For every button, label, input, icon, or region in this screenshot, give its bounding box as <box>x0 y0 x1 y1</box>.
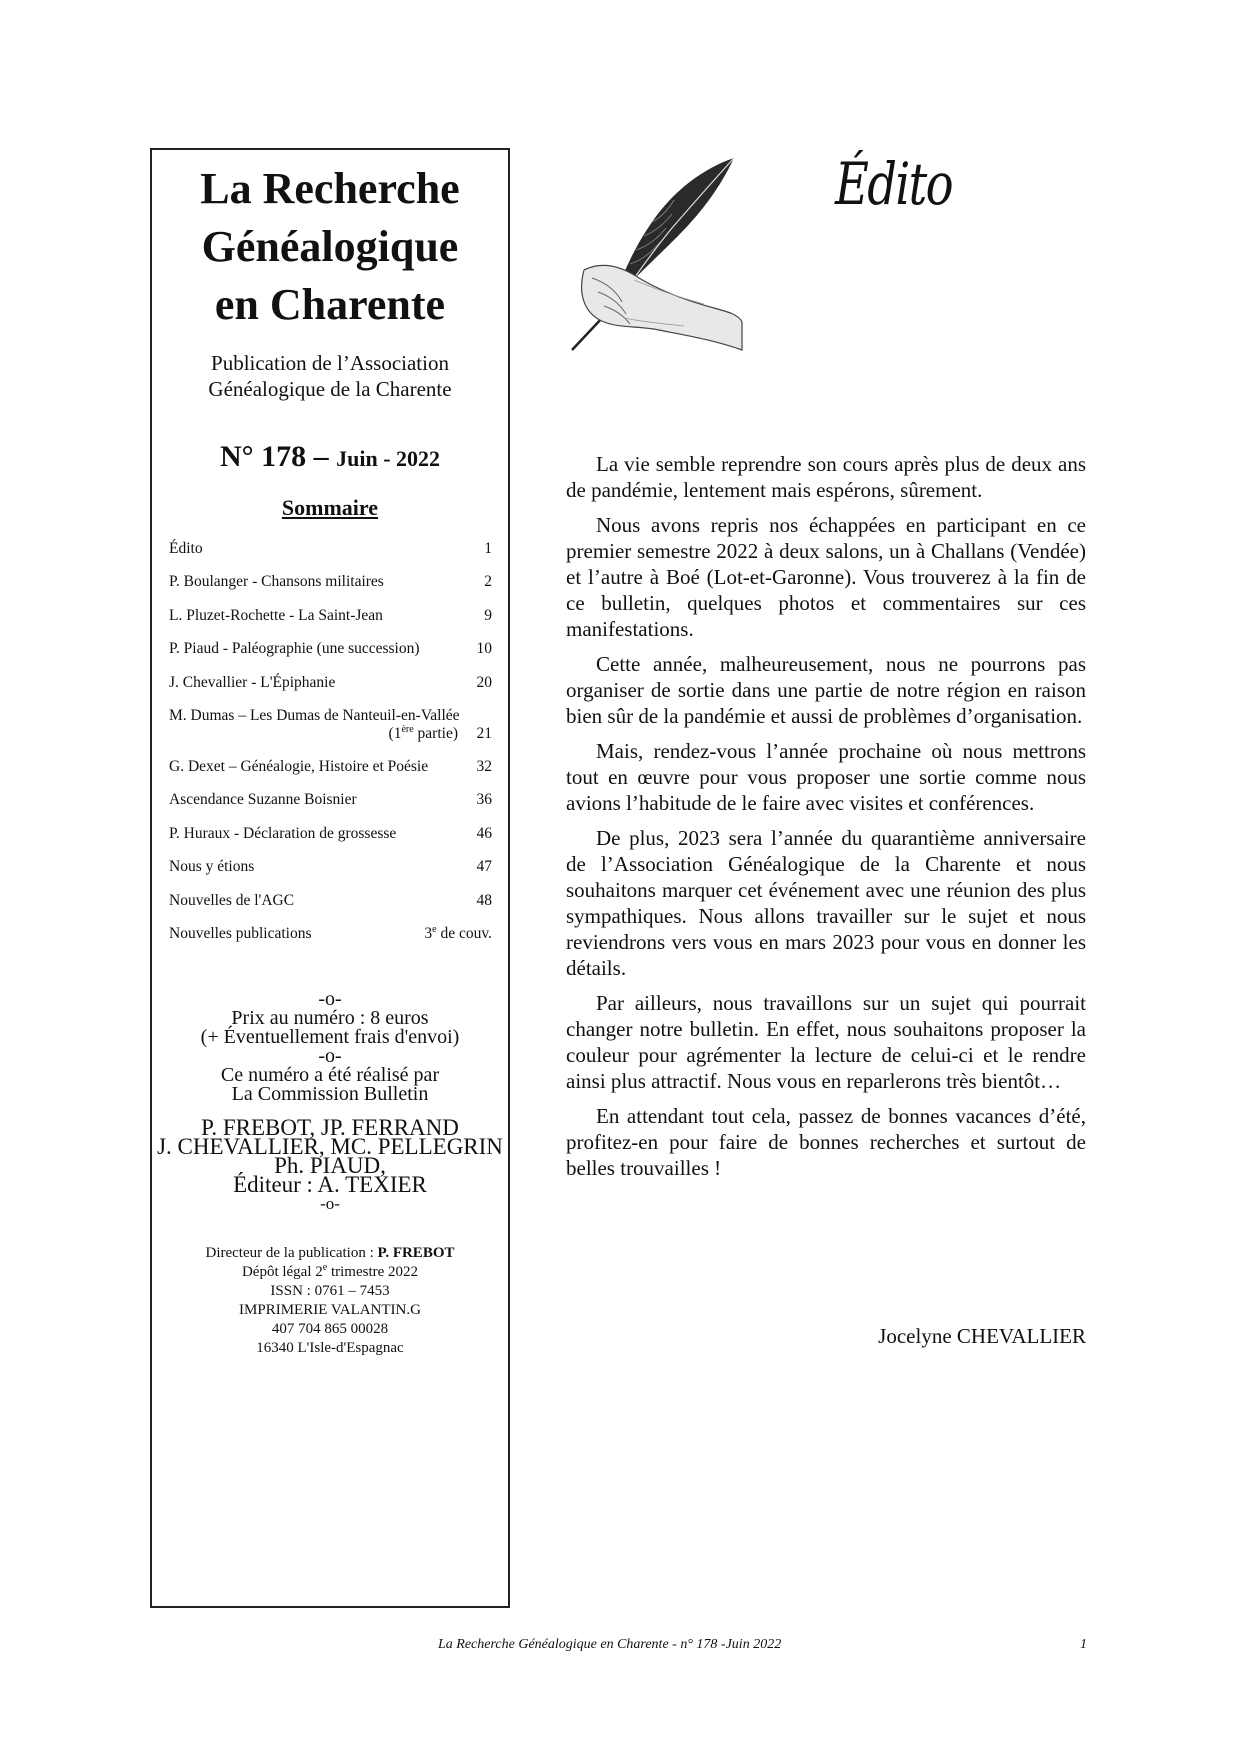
depot-sup: e <box>322 1262 328 1273</box>
journal-title-line: Généalogique <box>201 222 459 271</box>
sommaire-heading: Sommaire <box>281 495 379 520</box>
journal-title <box>152 160 508 334</box>
table-of-contents <box>169 540 492 958</box>
toc-page-suffix: de couv. <box>436 924 492 942</box>
edito-body <box>566 451 1086 1190</box>
director-name: P. FREBOT <box>377 1245 455 1261</box>
toc-item[interactable] <box>169 758 492 791</box>
price-line: -o- <box>318 1045 342 1067</box>
toc-item-page: 9 <box>484 606 492 624</box>
toc-sub-sup: ère <box>401 723 414 735</box>
issue-date: Juin - 2022 <box>336 446 441 471</box>
edito-paragraph: De plus, 2023 sera l’année du quarantième anniversaire de l’Association Généalogique de la Charente et nous souhaitons marquer cet événement avec une réunion des plus sympathiques. Nous allons travailler sur le sujet et nous reviendrons vers vous en mars 2023 pour vous en donner les détails. <box>566 826 1086 980</box>
price-line: Ce numéro a été réalisé par <box>220 1064 440 1086</box>
director-label: Directeur de la publication : <box>205 1245 378 1261</box>
issn-line: ISSN : 0761 – 7453 <box>270 1283 390 1299</box>
edito-paragraph: Nous avons repris nos échappées en participant en ce premier semestre 2022 à deux salons, un à Challans (Vendée) et l’autre à Boé (Lot-et-Garonne). Vous trouverez à la fin de ce bulletin, quelques photos et commentaires sur ces manifestations. <box>566 513 1086 641</box>
names-line: Ph. PIAUD, <box>274 1153 386 1178</box>
journal-title-line: en Charente <box>214 280 446 329</box>
issue-number <box>152 440 508 474</box>
toc-item[interactable] <box>169 674 492 707</box>
toc-item[interactable] <box>169 607 492 640</box>
publisher-line: Généalogique de la Charente <box>208 377 452 401</box>
issue-separator: – <box>306 440 337 473</box>
edito-paragraph: Cette année, malheureusement, nous ne pourrons pas organiser de sortie dans une partie de notre région en raison bien sûr de la pandémie et aussi de problèmes d’organisation. <box>566 652 1086 728</box>
toc-item-page: 2 <box>484 573 492 591</box>
toc-page-prefix: 3 <box>424 924 433 942</box>
toc-item-title: P. Huraux - Déclaration de grossesse <box>169 824 397 842</box>
toc-item-title: Nous y étions <box>169 858 255 876</box>
toc-item-title: Nouvelles de l'AGC <box>169 891 295 909</box>
price-line: -o- <box>318 988 342 1010</box>
toc-item-title: Ascendance Suzanne Boisnier <box>169 791 357 809</box>
publisher-line: Publication de l’Association <box>211 351 449 375</box>
toc-item-page: 10 <box>476 640 492 658</box>
toc-item-page <box>424 925 492 943</box>
toc-item-title: Édito <box>169 540 203 557</box>
price-line: La Commission Bulletin <box>231 1083 429 1105</box>
price-line: Prix au numéro : 8 euros <box>231 1007 429 1029</box>
toc-item[interactable] <box>169 825 492 858</box>
toc-item[interactable] <box>169 540 492 573</box>
toc-item-title: M. Dumas – Les Dumas de Nanteuil-en-Vallée <box>169 706 460 724</box>
toc-sub-prefix: (1 <box>388 724 402 742</box>
price-block <box>152 990 508 1104</box>
toc-item[interactable] <box>169 791 492 824</box>
depot-line <box>152 1263 508 1282</box>
toc-item-page: 21 <box>476 724 492 742</box>
commission-names <box>152 1115 508 1213</box>
toc-item-page: 20 <box>476 673 492 691</box>
toc-item-page: 1 <box>484 540 492 557</box>
toc-item-title: G. Dexet – Généalogie, Histoire et Poésie <box>169 757 429 775</box>
sidebar-box <box>150 148 510 1608</box>
edito-title: Édito <box>835 150 952 218</box>
quill-hand-illustration <box>564 150 744 355</box>
siret-line: 407 704 865 00028 <box>271 1321 389 1337</box>
toc-item-title: P. Boulanger - Chansons militaires <box>169 573 384 591</box>
depot-prefix: Dépôt légal 2 <box>241 1264 323 1280</box>
toc-item-title: Nouvelles publications <box>169 924 312 942</box>
signature: Jocelyne CHEVALLIER <box>878 1324 1086 1348</box>
toc-item-page: 48 <box>476 891 492 909</box>
edito-paragraph: La vie semble reprendre son cours après plus de deux ans de pandémie, lentement mais espérons, sûrement. <box>566 452 1086 502</box>
toc-item-title: P. Piaud - Paléographie (une succession) <box>169 640 420 658</box>
names-line: P. FREBOT, JP. FERRAND <box>201 1115 459 1140</box>
toc-item[interactable] <box>169 925 492 958</box>
toc-page-sup: e <box>432 923 437 935</box>
depot-suffix: trimestre 2022 <box>327 1264 419 1280</box>
toc-item-page: 46 <box>476 824 492 842</box>
names-separator: -o- <box>320 1194 340 1213</box>
toc-item-subtitle <box>389 725 458 743</box>
toc-item[interactable] <box>169 707 492 758</box>
toc-item-page: 36 <box>476 791 492 809</box>
publication-info <box>152 1244 508 1358</box>
toc-item[interactable] <box>169 892 492 925</box>
toc-item-title: J. Chevallier - L'Épiphanie <box>169 673 336 691</box>
journal-title-line: La Recherche <box>200 164 460 213</box>
names-line: J. CHEVALLIER, MC. PELLEGRIN <box>157 1134 503 1159</box>
toc-sub-suffix: partie) <box>413 724 458 742</box>
edito-paragraph: Mais, rendez-vous l’année prochaine où nous mettrons tout en œuvre pour vous proposer une sortie comme nous avions l’habitude de le faire avec visites et conférences. <box>566 739 1086 815</box>
toc-item[interactable] <box>169 858 492 891</box>
price-line: (+ Éventuellement frais d'envoi) <box>200 1026 460 1048</box>
issue-number-value: N° 178 <box>219 440 307 473</box>
names-line: Éditeur : A. TEXIER <box>233 1172 427 1197</box>
city-line: 16340 L'Isle-d'Espagnac <box>256 1340 404 1356</box>
toc-item-title: L. Pluzet-Rochette - La Saint-Jean <box>169 606 383 624</box>
toc-item-page: 47 <box>476 858 492 876</box>
toc-item-page: 32 <box>476 757 492 775</box>
page-number: 1 <box>1080 1637 1087 1652</box>
edito-paragraph: En attendant tout cela, passez de bonnes vacances d’été, profitez-en pour faire de bonnes recherches et surtout de belles trouvailles ! <box>566 1104 1086 1180</box>
page-footer: La Recherche Généalogique en Charente - n° 178 -Juin 2022 <box>438 1637 782 1652</box>
toc-item[interactable] <box>169 573 492 606</box>
publisher <box>152 350 508 402</box>
printer-line: IMPRIMERIE VALANTIN.G <box>239 1302 421 1318</box>
toc-item[interactable] <box>169 640 492 673</box>
director-line <box>152 1244 508 1263</box>
edito-paragraph: Par ailleurs, nous travaillons sur un sujet qui pourrait changer notre bulletin. En effet, nous souhaitons proposer la couleur pour agrémenter la lecture de celui-ci et le rendre ainsi plus attractif. Nous vous en reparlerons très bientôt… <box>566 991 1086 1093</box>
